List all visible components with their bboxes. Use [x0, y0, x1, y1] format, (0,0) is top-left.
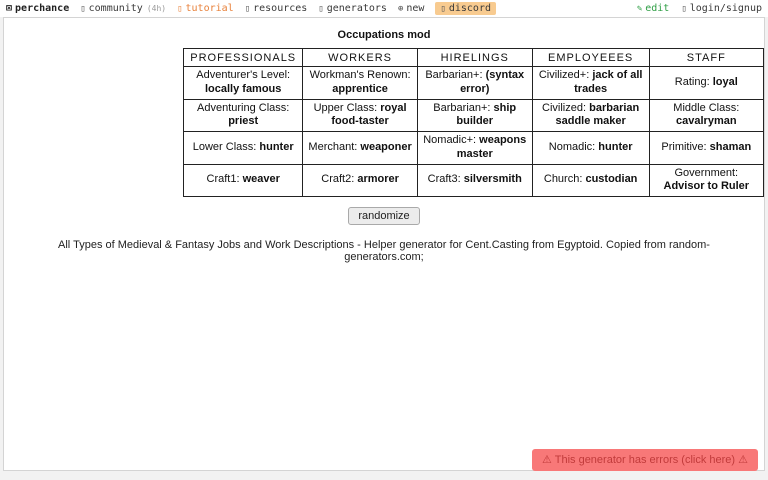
table-cell	[184, 132, 303, 165]
cell-value: hunter	[259, 140, 294, 153]
resources-icon: ▯	[244, 3, 251, 14]
cell-label: Craft3:	[427, 173, 464, 186]
cell-value: (syntax error)	[460, 69, 525, 95]
brand-label: perchance	[15, 3, 70, 14]
cell-label: Lower Class:	[192, 140, 260, 153]
nav-item-discord[interactable]	[435, 2, 496, 15]
cell-label: Barbarian+:	[425, 69, 486, 81]
nav-item-new[interactable]	[398, 3, 424, 14]
nav-right-group	[637, 3, 762, 14]
perchance-brand[interactable]	[6, 3, 69, 14]
generator-errors-banner[interactable]: ⚠ This generator has errors (click here) ⚠	[532, 449, 758, 471]
table-cell	[303, 67, 417, 100]
cell-label: Upper Class:	[313, 101, 381, 114]
page-title: Occupations mod	[337, 29, 431, 41]
randomize-button-row	[4, 206, 764, 225]
cell-value: shaman	[709, 140, 752, 153]
tutorial-icon: ▯	[177, 3, 183, 14]
perchance-logo-icon: ⊠	[6, 3, 13, 14]
table-cell	[184, 67, 303, 100]
cell-label: Nomadic:	[548, 140, 599, 153]
column-header: EMPLOYEEES	[532, 49, 649, 67]
table-cell	[532, 132, 649, 165]
table-row	[184, 132, 764, 165]
login-label: login/signup	[689, 3, 762, 14]
table-cell	[417, 132, 532, 165]
cell-value: jack of all trades	[574, 69, 643, 95]
user-icon: ▯	[681, 3, 687, 14]
cell-label: Civilized:	[542, 101, 590, 114]
randomize-button[interactable]: randomize	[348, 207, 419, 225]
nav-item-label: new	[406, 3, 425, 14]
nav-item-community[interactable]	[80, 3, 166, 14]
cell-label: Barbarian+:	[433, 101, 494, 114]
nav-item-label: generators	[326, 3, 387, 14]
table-cell	[303, 132, 417, 165]
cell-label: Rating:	[674, 75, 713, 88]
discord-icon: ▯	[440, 3, 446, 14]
column-header: STAFF	[649, 49, 763, 67]
table-cell	[184, 99, 303, 132]
table-cell	[649, 67, 763, 100]
table-cell	[649, 132, 763, 165]
cell-label: Adventurer's Level:	[196, 69, 291, 81]
nav-item-label: community	[88, 3, 143, 14]
cell-label: Merchant:	[308, 140, 361, 153]
occupations-table	[183, 48, 764, 197]
cell-value: armorer	[357, 173, 399, 186]
new-plus-icon: ⊕	[397, 3, 404, 14]
table-cell	[532, 164, 649, 197]
table-header-row	[184, 49, 764, 67]
column-header: WORKERS	[303, 49, 417, 67]
nav-item-generators[interactable]	[318, 3, 387, 14]
top-nav-bar	[0, 0, 768, 17]
table-cell	[184, 164, 303, 197]
table-row	[184, 99, 764, 132]
cell-label: Adventuring Class:	[197, 101, 290, 114]
table-cell	[417, 99, 532, 132]
cell-label: Church:	[543, 173, 586, 186]
community-icon: ▯	[80, 3, 86, 14]
table-cell	[649, 164, 763, 197]
edit-pencil-icon: ✎	[636, 3, 643, 14]
nav-item-label: discord	[448, 3, 491, 14]
cell-label: Nomadic+:	[423, 134, 480, 146]
generators-icon: ▯	[318, 3, 324, 14]
nav-item-resources[interactable]	[245, 3, 308, 14]
cell-value: royal food-taster	[331, 101, 407, 128]
cell-label: Primitive:	[661, 140, 710, 153]
table-cell	[649, 99, 763, 132]
cell-value: weaponer	[360, 140, 412, 153]
cell-value: barbarian saddle maker	[555, 101, 640, 128]
table-cell	[532, 99, 649, 132]
nav-item-label: resources	[253, 3, 308, 14]
table-cell	[303, 99, 417, 132]
cell-value: hunter	[598, 140, 633, 153]
cell-value: ship builder	[456, 101, 517, 128]
edit-button[interactable]	[637, 3, 670, 14]
cell-label: Government:	[674, 166, 739, 179]
cell-label: Civilized+:	[538, 69, 593, 81]
column-header: HIRELINGS	[417, 49, 532, 67]
table-row	[184, 67, 764, 100]
nav-item-tutorial[interactable]	[177, 3, 234, 14]
cell-value: priest	[228, 115, 259, 128]
cell-value: apprentice	[332, 82, 388, 95]
cell-value: weapons master	[456, 134, 527, 160]
cell-label: Craft1:	[206, 173, 243, 186]
column-header: PROFESSIONALS	[184, 49, 303, 67]
table-cell	[417, 164, 532, 197]
cell-value: loyal	[712, 75, 738, 88]
cell-label: Craft2:	[321, 173, 358, 186]
login-signup-button[interactable]	[681, 3, 762, 14]
cell-label: Middle Class:	[673, 101, 740, 114]
table-cell	[303, 164, 417, 197]
table-row	[184, 164, 764, 197]
nav-item-label: tutorial	[185, 3, 234, 14]
cell-value: silversmith	[463, 173, 522, 186]
cell-value: cavalryman	[676, 115, 737, 128]
table-cell	[417, 67, 532, 100]
cell-value: custodian	[585, 173, 638, 186]
table-cell	[532, 67, 649, 100]
generator-output-panel	[3, 17, 765, 471]
cell-label: Workman's Renown:	[309, 69, 411, 81]
cell-value: locally famous	[204, 82, 282, 95]
community-time-suffix: (4h)	[146, 4, 167, 13]
edit-label: edit	[645, 3, 670, 14]
cell-value: Advisor to Ruler	[663, 180, 750, 193]
cell-value: weaver	[242, 173, 280, 186]
generator-description: All Types of Medieval & Fantasy Jobs and Work Descriptions - Helper generator for Cent.Casting from Egyptoid. Copied from random-generators.com;	[58, 239, 710, 263]
